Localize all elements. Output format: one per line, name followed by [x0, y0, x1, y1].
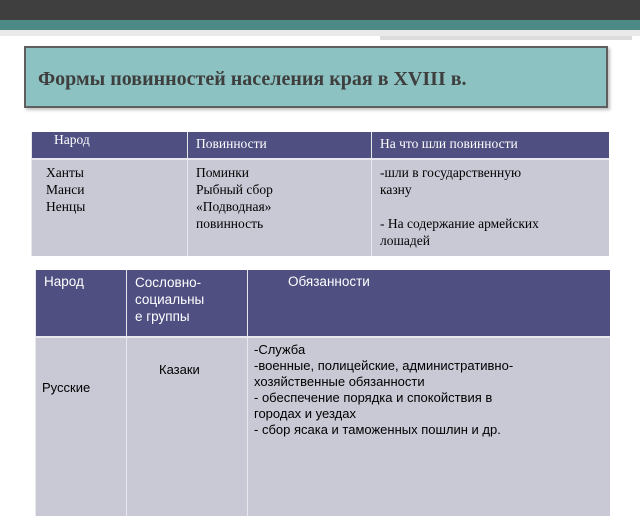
- purpose-item: лошадей: [380, 233, 430, 248]
- slide-title: Формы повинностей населения края в XVIII в.: [38, 68, 467, 90]
- people-item: Ханты: [46, 165, 84, 180]
- header-obligations: Обязанности: [248, 270, 611, 337]
- duties-cell: [188, 159, 372, 256]
- duty-item: повинность: [196, 216, 264, 231]
- top-teal-bar: [0, 20, 640, 30]
- table-row: [36, 337, 611, 516]
- duty-item: Поминки: [196, 165, 250, 180]
- header-people: Народ: [36, 270, 127, 337]
- header-people: Народ: [32, 132, 188, 159]
- obligation-item: - обеспечение порядка и спокойствия в: [254, 390, 493, 405]
- header-purposes: На что шли повинности: [372, 132, 610, 159]
- purpose-item: - На содержание армейских: [380, 216, 539, 231]
- table-header-row: [36, 270, 611, 337]
- obligations-table: [35, 270, 610, 516]
- duty-item: Рыбный сбор: [196, 182, 273, 197]
- duty-item: «Подводная»: [196, 199, 272, 214]
- purposes-cell: [372, 159, 610, 256]
- people-item: Манси: [46, 182, 85, 197]
- top-dark-bar: [0, 0, 640, 20]
- title-box: [24, 46, 608, 108]
- duties-table: [31, 132, 609, 256]
- purpose-item: казну: [380, 182, 412, 197]
- table-header-row: [32, 132, 610, 159]
- obligation-item: городах и уездах: [254, 406, 356, 421]
- obligations-cell: [248, 337, 611, 516]
- purpose-item: -шли в государственную: [380, 165, 522, 180]
- table-row: [32, 159, 610, 256]
- header-duties: Повинности: [188, 132, 372, 159]
- people-item: Ненцы: [46, 199, 86, 214]
- obligation-item: -Служба: [254, 342, 306, 357]
- obligation-item: хозяйственные обязанности: [254, 374, 425, 389]
- decorative-line: [380, 36, 632, 40]
- group-cell: Казаки: [127, 337, 248, 516]
- obligation-item: - сбор ясака и таможенных пошлин и др.: [254, 422, 501, 437]
- obligation-item: -военные, полицейские, административно-: [254, 358, 514, 373]
- header-groups: Сословно- социальны е группы: [127, 270, 248, 337]
- peoples-cell: [32, 159, 188, 256]
- people-cell: Русские: [36, 337, 127, 516]
